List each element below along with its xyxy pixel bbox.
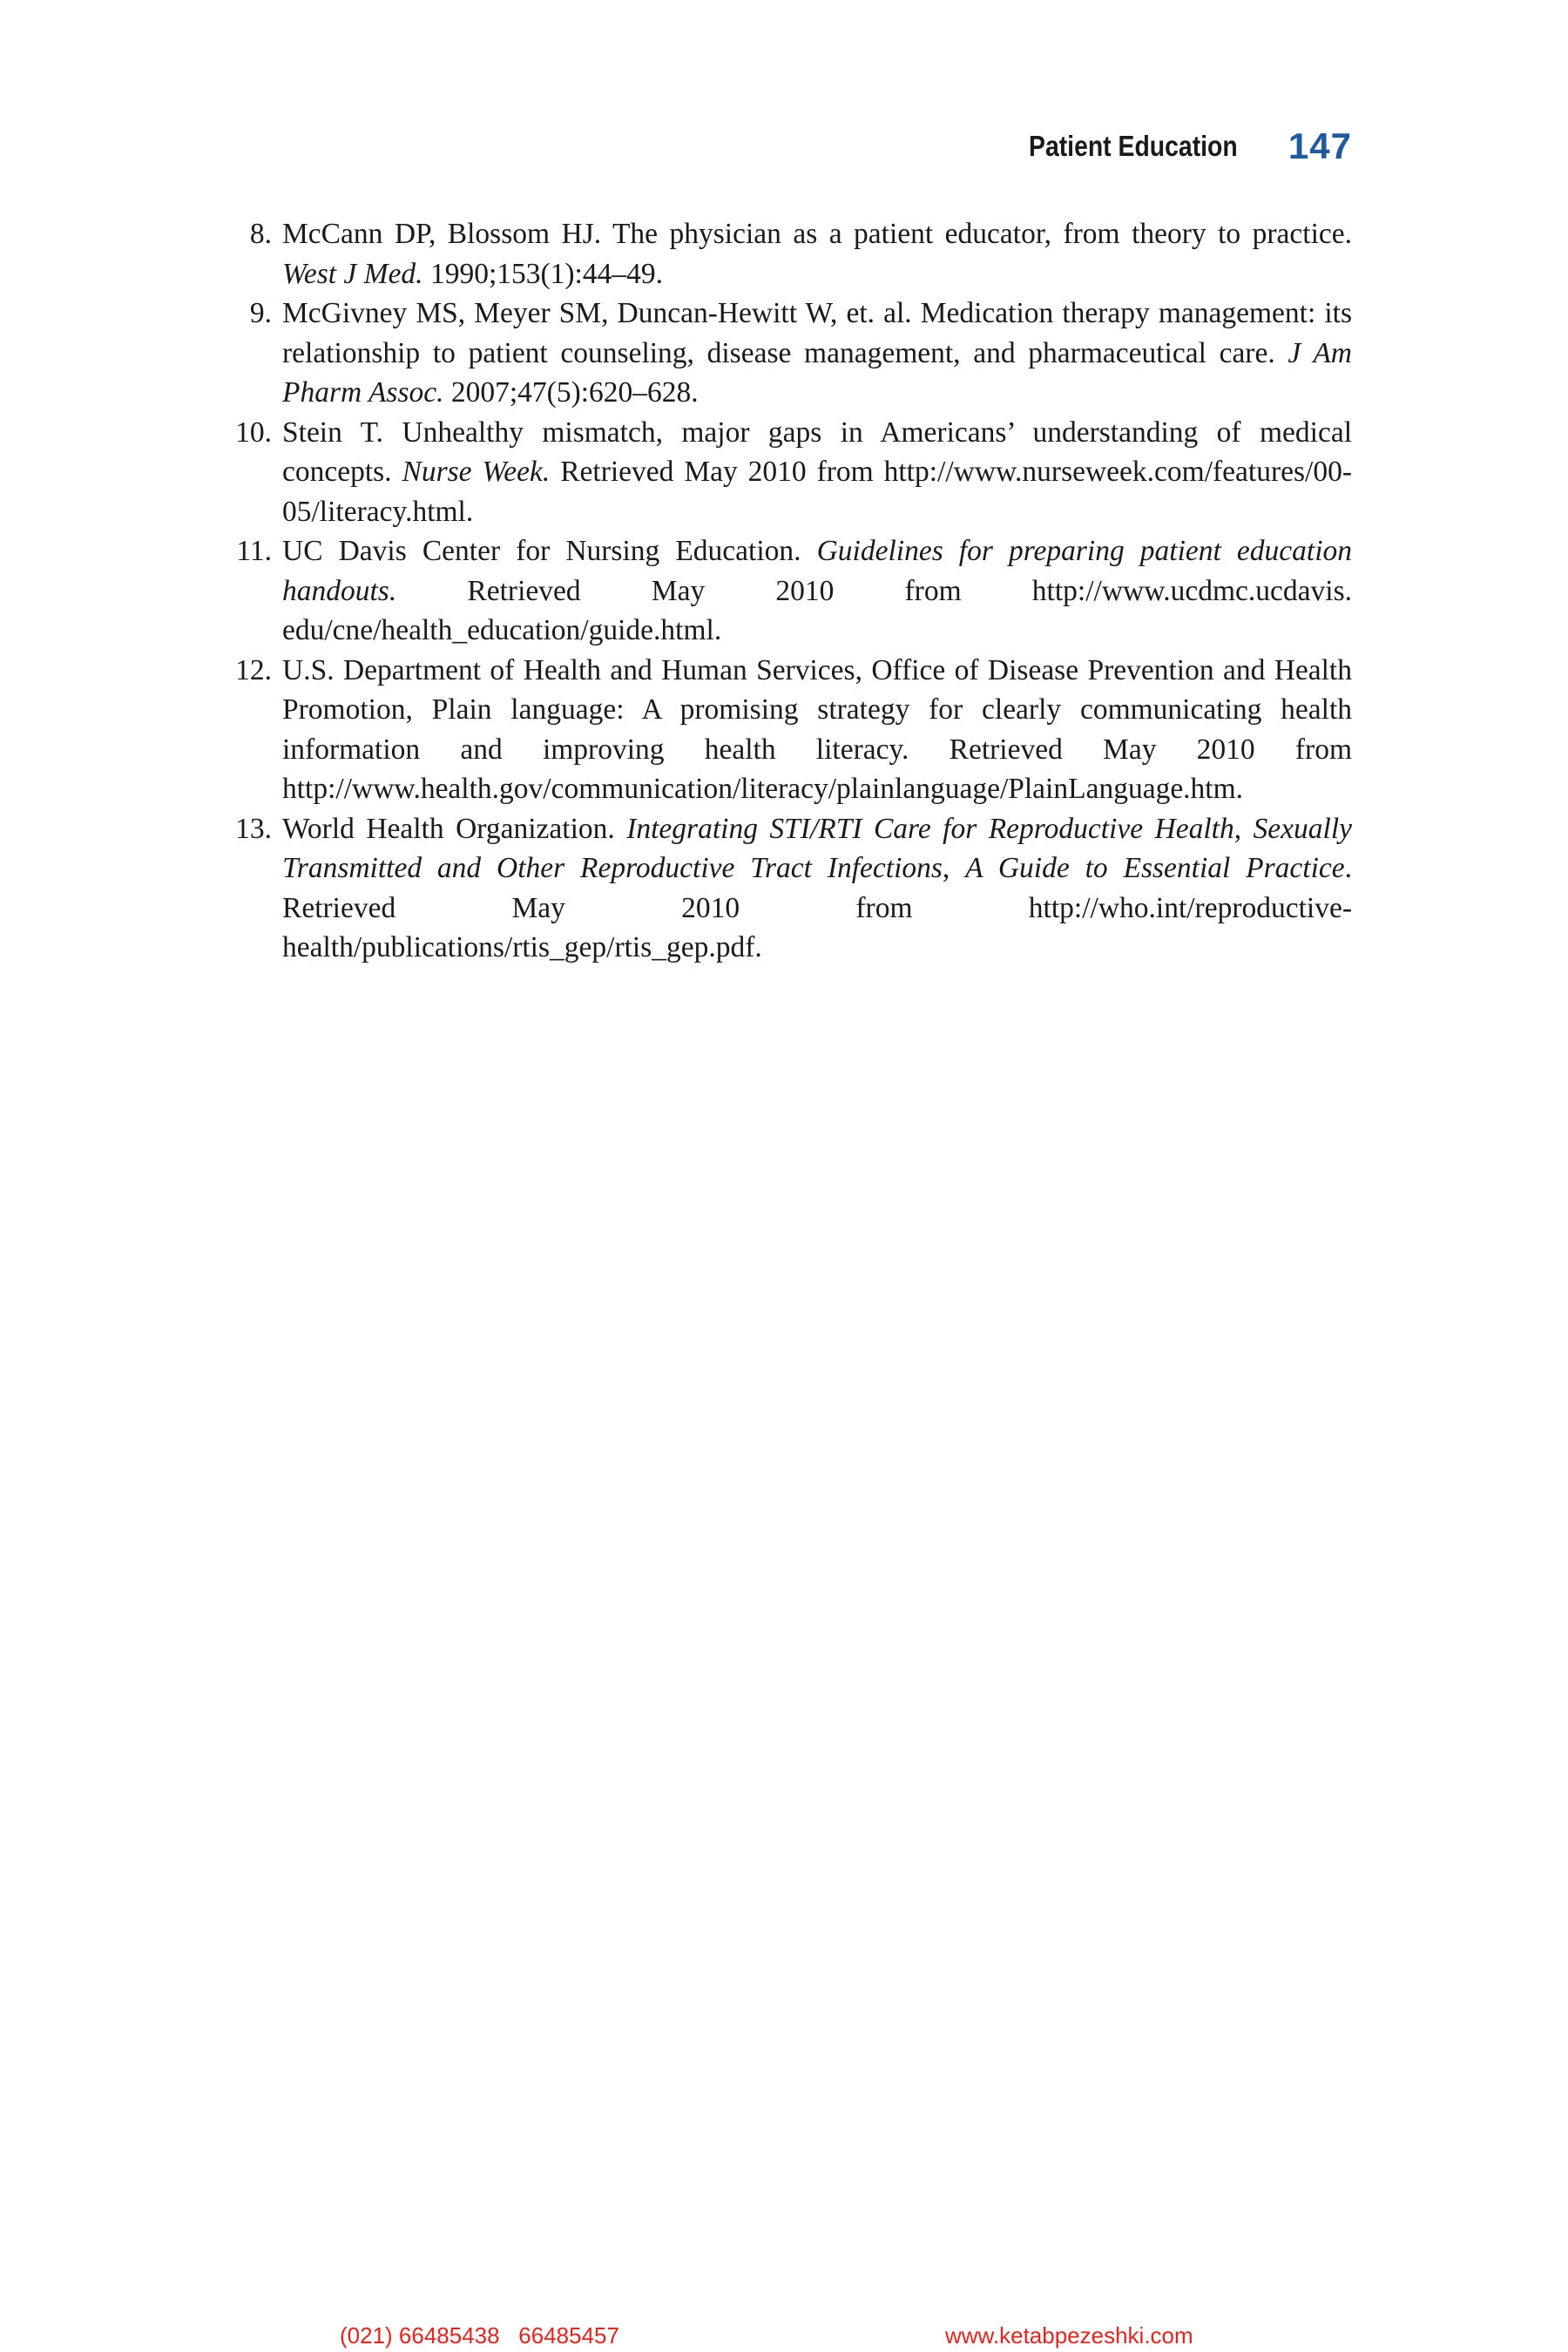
reference-segment: U.S. Department of Health and Human Services, Office of Disease Prevention and Health Promotion, Plain language: A promising strategy for clearly communicating health information and improving health literacy. Retrieved May 2010 from http://www.health.gov/communication/literacy/plainlanguage/​PlainLanguage.htm.	[282, 653, 1352, 805]
reference-item	[218, 214, 1352, 294]
reference-segment: McGivney MS, Meyer SM, Duncan-Hewitt W, et. al. Medication therapy management: its relationship to patient counseling, disease management, and pharmaceutical care.	[282, 297, 1352, 369]
footer-phone: (021) 66485438 66485457	[340, 2322, 619, 2349]
reference-number: 13.	[235, 812, 272, 845]
reference-title: Integrating STI/RTI Care for Reproductive Health	[626, 812, 1234, 845]
reference-segment: ,	[1233, 812, 1254, 845]
reference-list	[218, 214, 1352, 968]
reference-item	[218, 809, 1352, 968]
reference-segment: UC Davis Center for Nursing Education.	[282, 535, 817, 567]
reference-text	[282, 413, 1352, 532]
reference-title: Guidelines for preparing patient education handouts.	[282, 535, 1352, 607]
reference-title: West J Med.	[282, 257, 423, 290]
footer-website: www.ketabpezeshki.com	[945, 2322, 1193, 2349]
reference-segment: World Health Organization.	[282, 812, 627, 845]
running-header	[0, 122, 1352, 171]
footer	[0, 2322, 1568, 2352]
reference-item	[218, 294, 1352, 413]
reference-number: 8.	[249, 218, 272, 250]
reference-title: Nurse Week.	[402, 456, 551, 488]
reference-text	[282, 294, 1352, 413]
reference-number: 12.	[235, 653, 272, 686]
reference-number: 11.	[236, 535, 272, 567]
reference-item	[218, 651, 1352, 809]
reference-text	[282, 214, 1352, 294]
reference-text	[282, 809, 1352, 968]
reference-number: 10.	[235, 416, 272, 449]
reference-segment: McCann DP, Blossom HJ. The physician as a patient educator, from theory to practice.	[282, 218, 1352, 250]
reference-title: A Guide to Essential Practice	[965, 852, 1345, 884]
reference-title: Sexually Transmitted and Other Reproductive Tract Infections	[282, 812, 1353, 884]
reference-segment: 2007;47(5):620–628.	[443, 376, 699, 409]
page-number: 147	[1288, 125, 1352, 166]
section-title: Patient Education	[1029, 130, 1238, 162]
reference-segment: Retrieved May 2010 from http://www.ucdmc.ucdavis.​edu/cne/health_education/guide.html.	[282, 574, 1352, 646]
reference-item	[218, 413, 1352, 532]
reference-segment: Stein T. Unhealthy mismatch, major gaps in Americans’ understanding of medical concepts.	[282, 416, 1352, 488]
reference-segment: Retrieved May 2010 from http://www.​nurseweek.com/features/00-05/literacy.html.	[282, 456, 1353, 528]
reference-text	[282, 651, 1352, 809]
reference-title: J Am Pharm Assoc.	[282, 336, 1352, 409]
reference-item	[218, 531, 1352, 651]
reference-segment: ,	[942, 852, 966, 884]
reference-text	[282, 531, 1352, 651]
reference-segment: 1990;153(1):44–49.	[422, 257, 663, 290]
reference-number: 9.	[249, 297, 272, 329]
reference-segment: . Retrieved May 2010 from http://who.int/​reproductive-health/publications/rtis_gep/rtis_gep.pdf.	[282, 852, 1352, 963]
